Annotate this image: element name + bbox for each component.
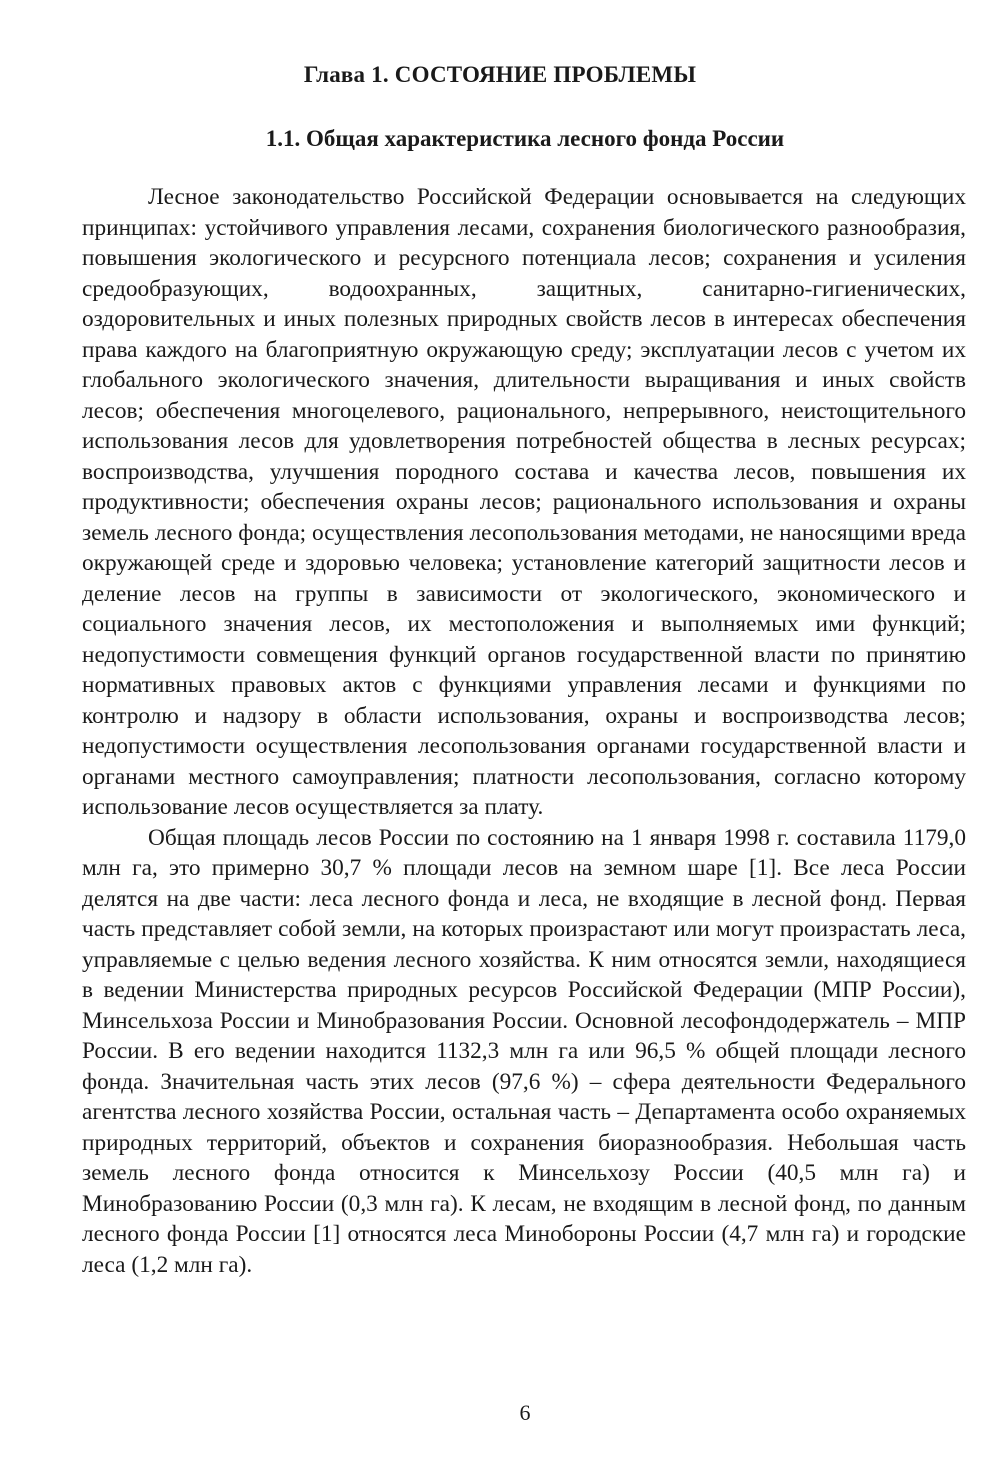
paragraph: Лесное законодательство Российской Федерации основывается на следующих принципах: устойчивого управления лесами, сохранения биологического разнообразия, повышения экологического и ресурсного потенциала лесов; сохранения и усиления средообразующих, водоохранных, защитных, санитарно-гигиенических, оздоровительных и иных полезных природных свойств лесов в интересах обеспечения права каждого на благоприятную окружающую среду; эксплуатации лесов с учетом их глобального экологического значения, длительности выращивания и иных свойств лесов; обеспечения многоцелевого, рационального, непрерывного, неистощительного использования лесов для удовлетворения потребностей общества в лесных ресурсах; воспроизводства, улучшения породного состава и качества лесов, повышения их продуктивности; обеспечения охраны лесов; рационального использования и охраны земель лесного фонда; осуществления лесопользования методами, не наносящими вреда окружающей среде и здоровью человека; установление категорий защитности лесов и деление лесов на группы в зависимости от экологического, экономического и социального значения лесов, их местоположения и выполняемых ими функций; недопустимости совмещения функций органов государственной власти по принятию нормативных правовых актов с функциями управления лесами и функциями по контролю и надзору в области использования, охраны и воспроизводства лесов; недопустимости осуществления лесопользования органами государственной власти и органами местного самоуправления; платности лесопользования, согласно которому использование лесов осуществляется за плату. [82,184,966,820]
paragraph: Общая площадь лесов России по состоянию на 1 января 1998 г. составила 1179,0 млн га, это примерно 30,7 % площади лесов на земном шаре [1]. Все леса России делятся на две части: леса лесного фонда и леса, не входящие в лесной фонд. Первая часть представляет собой земли, на которых произрастают или могут произрастать леса, управляемые с целью ведения лесного хозяйства. К ним относятся земли, находящиеся в ведении Министерства природных ресурсов Российской Федерации (МПР России), Минсельхоза России и Минобразования России. Основной лесофондодержатель – МПР России. В его ведении находится 1132,3 млн га или 96,5 % общей площади лесного фонда. Значительная часть этих лесов (97,6 %) – сфера деятельности Федерального агентства лесного хозяйства России, остальная часть – Департамента особо охраняемых природных территорий, объектов и сохранения биоразнообразия. Небольшая часть земель лесного фонда относится к Минсельхозу России (40,5 млн га) и Минобразованию России (0,3 млн га). К лесам, не входящим в лесной фонд, по данным лесного фонда России [1] относятся леса Минобороны России (4,7 млн га) и городские леса (1,2 млн га). [82,824,966,1278]
chapter-title: Глава 1. СОСТОЯНИЕ ПРОБЛЕМЫ [303,62,697,87]
body-text [82,182,966,1280]
section-title: 1.1. Общая характеристика лесного фонда России [265,126,785,151]
page-number: 6 [519,1400,531,1425]
